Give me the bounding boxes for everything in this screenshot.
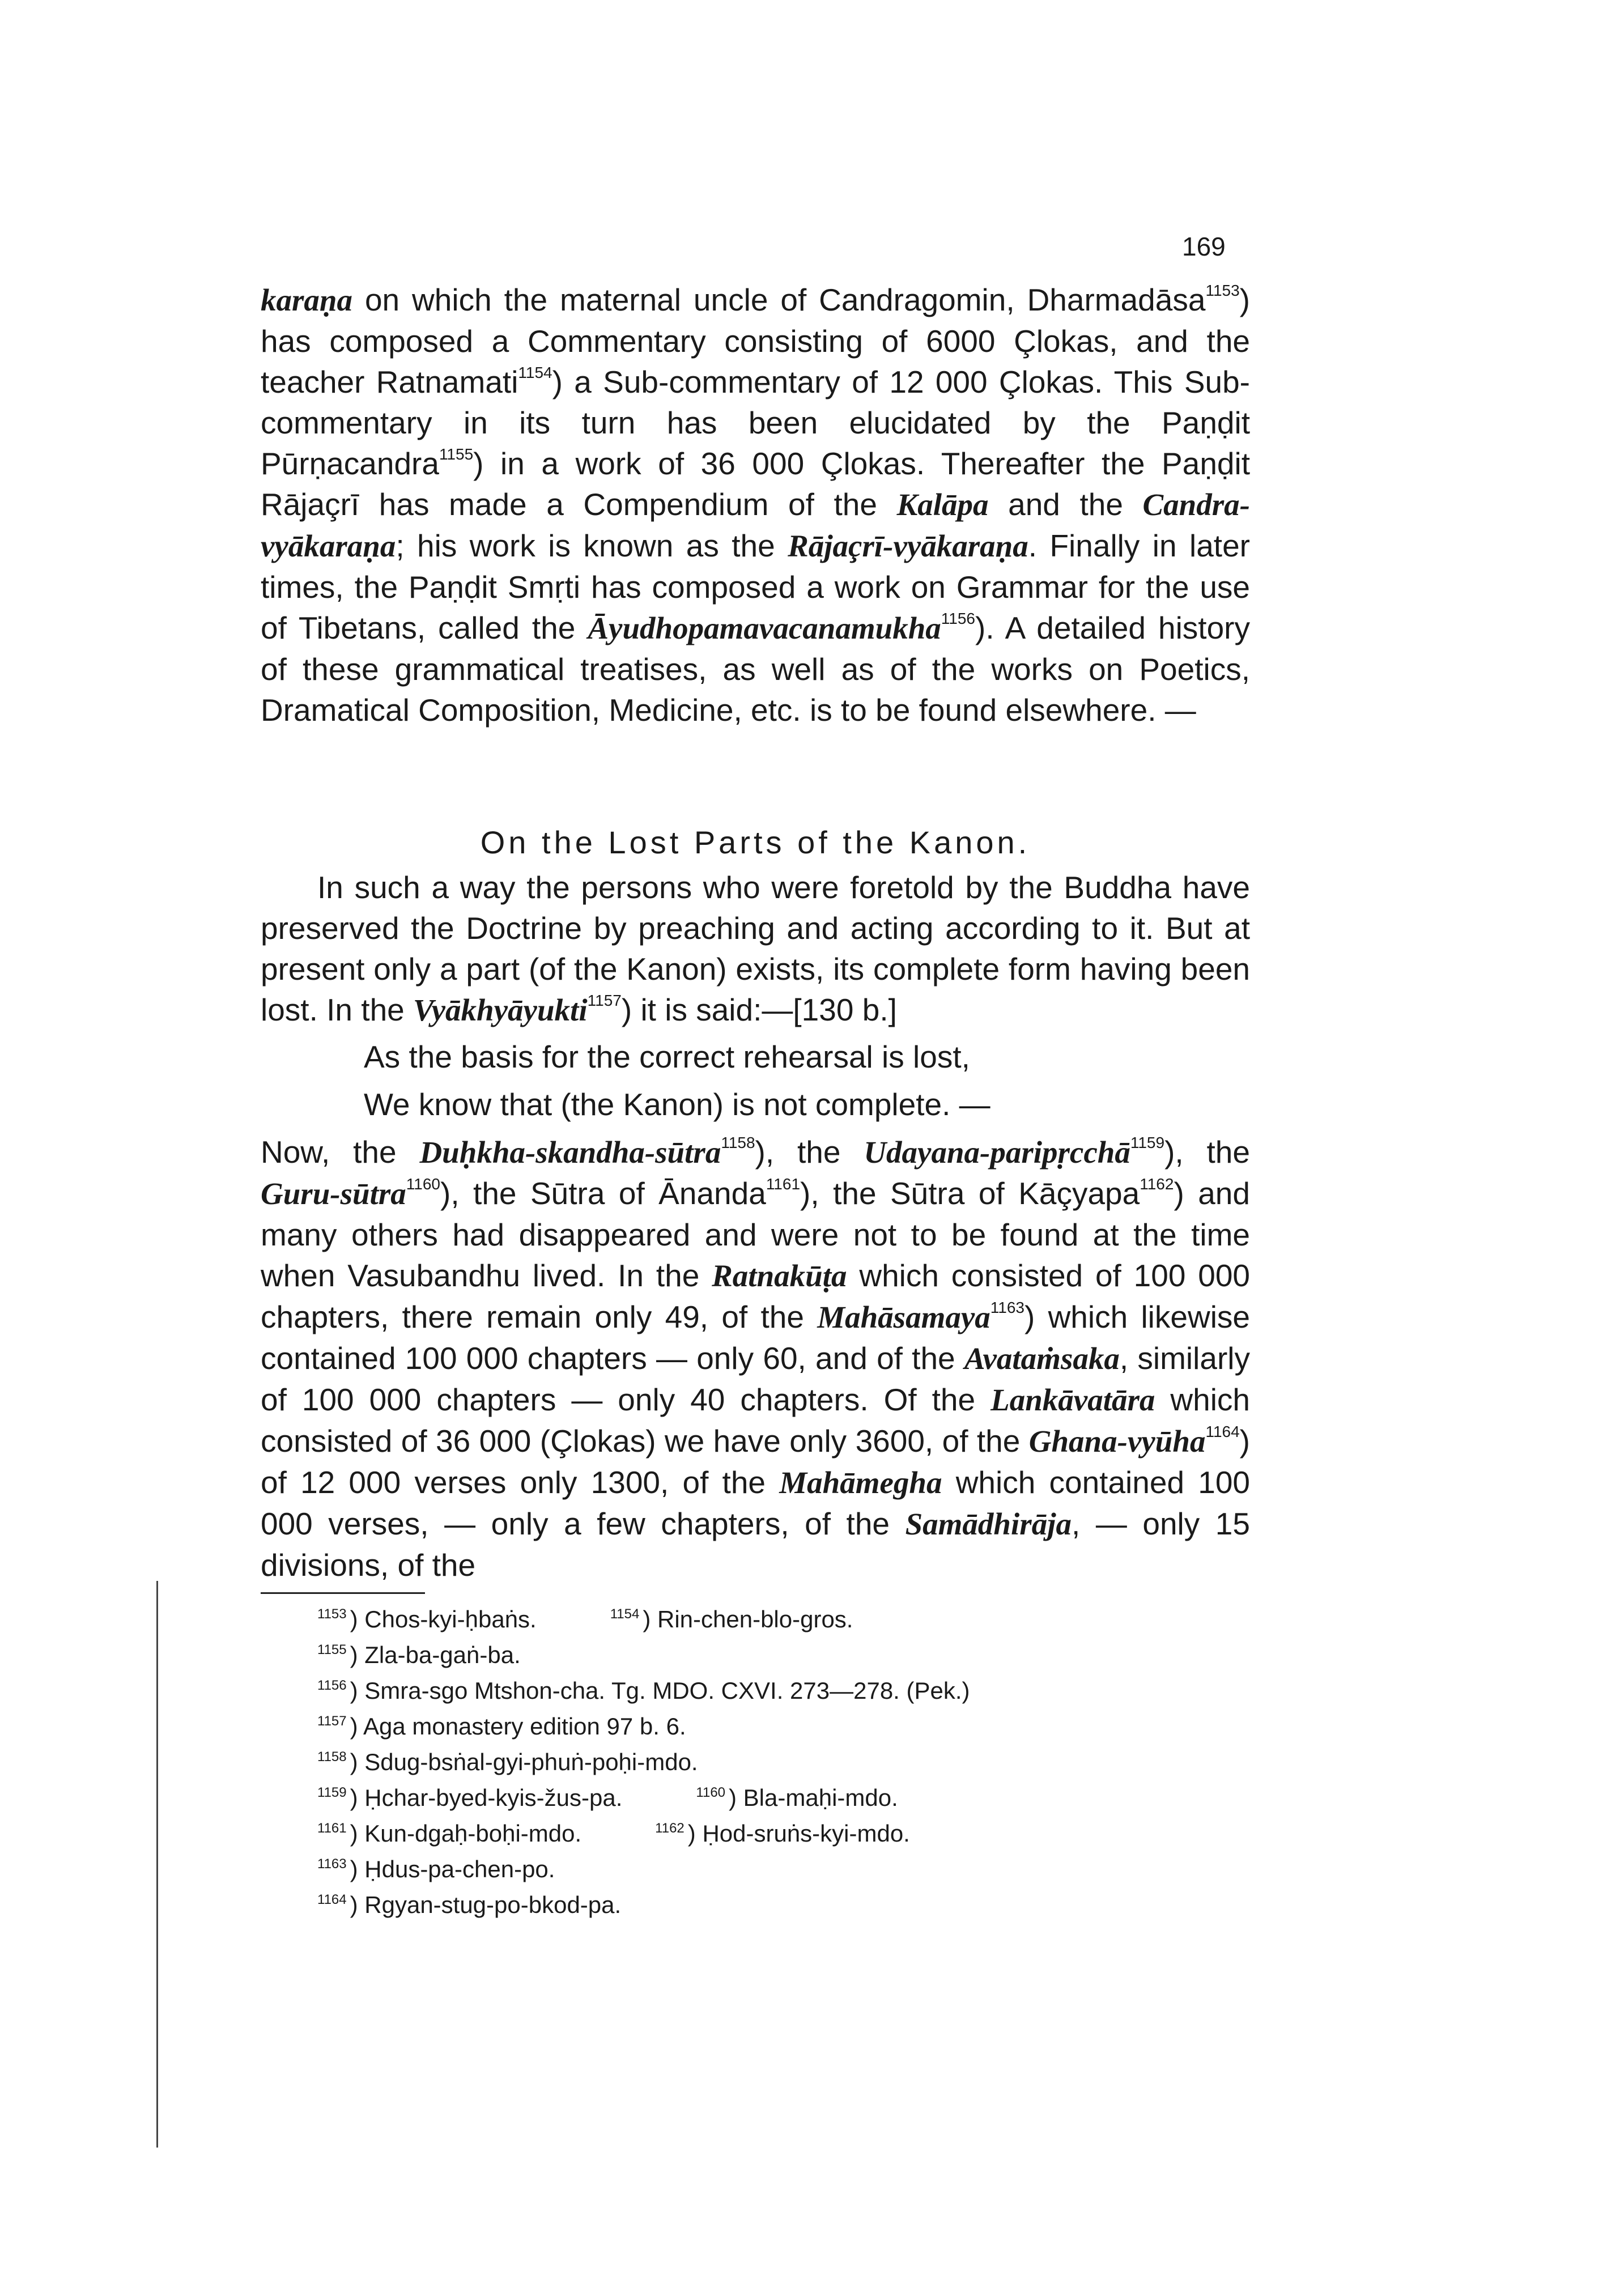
footnote-separator bbox=[261, 1592, 425, 1594]
footnote-line: $^{1159}$ ) Ḥchar-byed-kyis-žus-pa. $^{1160}$ ) Bla-maḥi-mdo. bbox=[317, 1784, 898, 1811]
footnote-text: Zla-ba-gaṅ-ba. bbox=[364, 1642, 521, 1668]
footnote-line: $^{1158}$ ) Sdug-bsṅal-gyi-phuṅ-poḥi-mdo. bbox=[317, 1749, 698, 1775]
text-run: and the bbox=[988, 487, 1143, 522]
footnote-ref: 1163 bbox=[990, 1299, 1024, 1316]
section-heading: On the Lost Parts of the Kanon. bbox=[480, 824, 1031, 860]
italic-term: Vyākhyāyukti bbox=[413, 993, 588, 1027]
footnote-line: $^{1161}$ ) Kun-dgaḥ-boḥi-mdo. $^{1162}$ ) Ḥod-sruṅs-kyi-mdo. bbox=[317, 1820, 910, 1847]
footnote-number: 1158 bbox=[317, 1749, 347, 1764]
italic-term: Ratnakūṭa bbox=[712, 1258, 847, 1293]
verse-line: We know that (the Kanon) is not complete. — bbox=[364, 1087, 990, 1122]
text-run: which contained 100 000 verses, — only a few chapters, of the bbox=[261, 1465, 1250, 1541]
footnote-ref: 1161 bbox=[766, 1175, 801, 1193]
italic-term: Ghana-vyūha bbox=[1028, 1424, 1206, 1459]
footnote-line: $^{1153}$ ) Chos-kyi-ḥbaṅs. $^{1154}$ ) Rin-chen-blo-gros. bbox=[317, 1606, 853, 1632]
text-run: In such a way the persons who were foretold by the Buddha have preserved the Doctrine by preaching and acting according to it. But at present only a part (of the Kanon) exists, its complete form having been lost. In the bbox=[261, 870, 1250, 1027]
paragraph-grammar-history bbox=[261, 279, 1250, 730]
footnote-text: Smra-sgo Mtshon-cha. Tg. MDO. CXVI. 273—278. (Pek.) bbox=[364, 1677, 970, 1704]
footnote-text: Kun-dgaḥ-boḥi-mdo. bbox=[364, 1820, 582, 1847]
footnote-ref: 1156 bbox=[941, 610, 976, 627]
text-run: ) in a work of 36 000 Çlokas. Thereafter the Paṇḍit Rājaçrī has made a Compendium of the bbox=[261, 446, 1250, 522]
italic-term: Duḥkha-skandha-sūtra bbox=[419, 1135, 721, 1170]
text-run: . Finally in later times, the Paṇḍit Smṛti has composed a work on Grammar for the use of Tibetans, called the bbox=[261, 528, 1250, 645]
footnote-ref: 1158 bbox=[721, 1134, 755, 1151]
italic-term: Kalāpa bbox=[896, 487, 989, 522]
footnote-text: Aga monastery edition 97 b. 6. bbox=[363, 1713, 686, 1740]
footnote-line: $^{1163}$ ) Ḥdus-pa-chen-po. bbox=[317, 1856, 555, 1882]
text-run: ) has composed a Commentary consisting of 6000 Çlokas, and the teacher Ratnamati bbox=[261, 282, 1250, 399]
italic-term: Samādhirāja bbox=[905, 1507, 1072, 1541]
text-run: ) which likewise contained 100 000 chapters — only 60, and of the bbox=[261, 1299, 1250, 1376]
text-run: ), the bbox=[755, 1134, 864, 1170]
italic-term: Rājaçrī-vyākaraṇa bbox=[788, 529, 1028, 563]
footnotes bbox=[317, 1601, 1247, 1923]
footnote-line: $^{1157}$ ) Aga monastery edition 97 b. 6. bbox=[317, 1713, 686, 1740]
body-text-lost-parts bbox=[261, 867, 1250, 1585]
italic-term: Candra-vyākaraṇa bbox=[261, 487, 1250, 563]
footnote-number: 1154 bbox=[610, 1606, 640, 1622]
italic-term: karaṇa bbox=[261, 283, 352, 317]
footnote-number: 1159 bbox=[317, 1785, 347, 1800]
footnote-number: 1161 bbox=[317, 1821, 347, 1836]
italic-term: Mahāmegha bbox=[779, 1465, 942, 1500]
footnote-ref: 1154 bbox=[518, 364, 552, 381]
footnote-line: $^{1156}$ ) Smra-sgo Mtshon-cha. Tg. MDO. CXVI. 273—278. (Pek.) bbox=[317, 1677, 970, 1704]
footnote-text: Ḥdus-pa-chen-po. bbox=[364, 1856, 555, 1882]
footnote-text: Sdug-bsṅal-gyi-phuṅ-poḥi-mdo. bbox=[364, 1749, 698, 1775]
footnote-number: 1157 bbox=[317, 1714, 347, 1729]
text-run: ) it is said:—[130 b.] bbox=[621, 992, 897, 1027]
footnote-ref: 1164 bbox=[1205, 1423, 1240, 1440]
text-run: which consisted of 36 000 (Çlokas) we have only 3600, of the bbox=[261, 1382, 1250, 1459]
footnote-text: Ḥod-sruṅs-kyi-mdo. bbox=[702, 1820, 910, 1847]
footnote-text: Ḥchar-byed-kyis-žus-pa. bbox=[364, 1784, 623, 1811]
text-run: on which the maternal uncle of Candragomin, Dharmadāsa bbox=[352, 282, 1206, 317]
text-run: which consisted of 100 000 chapters, there remain only 49, of the bbox=[261, 1258, 1250, 1334]
text-run: , — only 15 divisions, of the bbox=[261, 1506, 1250, 1583]
footnote-ref: 1162 bbox=[1140, 1175, 1174, 1193]
text-run: ) of 12 000 verses only 1300, of the bbox=[261, 1423, 1250, 1500]
footnote-line: $^{1155}$ ) Zla-ba-gaṅ-ba. bbox=[317, 1642, 521, 1668]
footnote-number: 1156 bbox=[317, 1678, 347, 1693]
footnote-text: Rgyan-stug-po-bkod-pa. bbox=[364, 1891, 622, 1918]
page-number: 169 bbox=[1182, 232, 1226, 261]
text-run: , similarly of 100 000 chapters — only 40 chapters. Of the bbox=[261, 1341, 1250, 1417]
footnote-number: 1164 bbox=[317, 1892, 347, 1907]
footnote-ref: 1157 bbox=[587, 992, 622, 1009]
footnote-text: Chos-kyi-ḥbaṅs. bbox=[364, 1606, 537, 1632]
italic-term: Lankāvatāra bbox=[990, 1383, 1155, 1417]
paragraph-lost-sutras bbox=[261, 1132, 1250, 1585]
footnote-ref: 1155 bbox=[439, 445, 474, 463]
footnote-number: 1160 bbox=[696, 1785, 726, 1800]
footnote-number: 1153 bbox=[317, 1606, 347, 1622]
margin-scan-mark bbox=[156, 1581, 158, 2148]
footnote-number: 1163 bbox=[317, 1856, 347, 1872]
text-run: ), the Sūtra of Ānanda bbox=[440, 1176, 766, 1211]
text-run: ). A detailed history of these grammatical treatises, as well as of the works on Poetics, Dramatical Composition, Medicine, etc. is to be found elsewhere. — bbox=[261, 610, 1250, 728]
italic-term: Āyudhopamavacanamukha bbox=[588, 611, 941, 645]
footnote-ref: 1153 bbox=[1205, 282, 1240, 299]
footnote-text: Bla-maḥi-mdo. bbox=[743, 1784, 898, 1811]
text-run: ), the Sūtra of Kāçyapa bbox=[800, 1176, 1140, 1211]
footnote-ref: 1160 bbox=[406, 1175, 441, 1193]
footnote-line: $^{1164}$ ) Rgyan-stug-po-bkod-pa. bbox=[317, 1891, 622, 1918]
text-run: ) and many others had disappeared and were not to be found at the time when Vasubandhu lived. In the bbox=[261, 1176, 1250, 1293]
paragraph-doctrine bbox=[261, 867, 1250, 1031]
body-text-top bbox=[261, 279, 1250, 730]
footnote-number: 1155 bbox=[317, 1642, 347, 1657]
text-run: Now, the bbox=[261, 1134, 420, 1170]
italic-term: Guru-sūtra bbox=[261, 1176, 406, 1211]
italic-term: Udayana-paripṛcchā bbox=[864, 1135, 1130, 1170]
footnote-number: 1162 bbox=[655, 1821, 685, 1836]
verse-line: As the basis for the correct rehearsal is lost, bbox=[364, 1039, 970, 1074]
italic-term: Mahāsamaya bbox=[817, 1300, 990, 1334]
text-run: ), the bbox=[1164, 1134, 1250, 1170]
verse-quote bbox=[364, 1033, 1250, 1128]
footnote-ref: 1159 bbox=[1130, 1134, 1165, 1151]
text-run: ; his work is known as the bbox=[396, 528, 788, 563]
italic-term: Avataṁsaka bbox=[964, 1341, 1120, 1376]
footnote-text: Rin-chen-blo-gros. bbox=[657, 1606, 853, 1632]
text-run: ) a Sub-commentary of 12 000 Çlokas. This Sub-commentary in its turn has been elucidated by the Paṇḍit Pūrṇacandra bbox=[261, 364, 1250, 481]
